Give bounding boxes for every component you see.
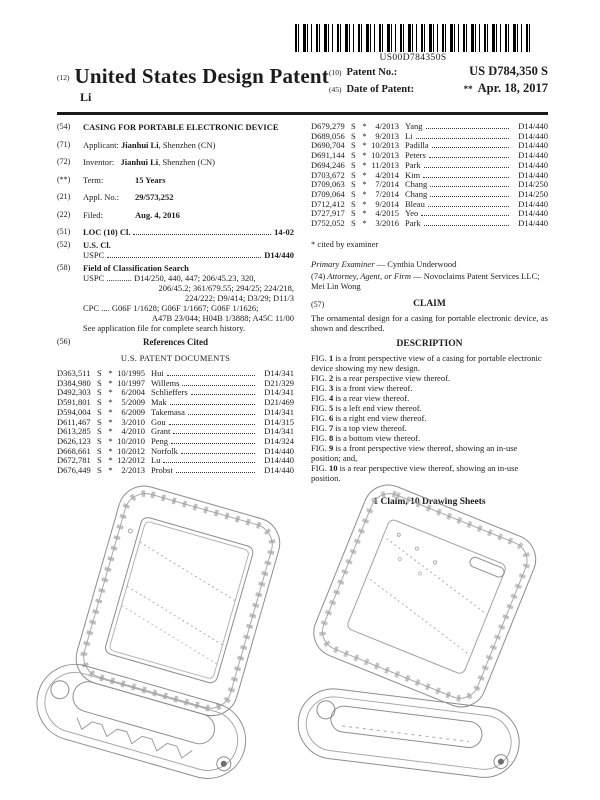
fig-description: FIG. 10 is a rear perspective view thereof, showing an in-use position. [311, 462, 519, 483]
filed-value: Aug. 4, 2016 [135, 209, 180, 220]
patent-ref-row: D690,704 S * 10/2013 Padilla D14/440 [311, 140, 548, 151]
patent-ref-row: D727,917 S * 4/2015 Yeo D14/440 [311, 208, 548, 219]
patent-ref-row: D712,412 S * 9/2014 Bleau D14/440 [311, 198, 548, 209]
field-51-loc: (51) LOC (10) Cl. 14-02 [57, 227, 294, 237]
field-72-inventor: (72) Inventor: Jianhui Li, Shenzhen (CN) [57, 157, 215, 167]
field-term: (**) Term: 15 Years [57, 175, 294, 185]
field-22-filed: (22) Filed: Aug. 4, 2016 [57, 210, 294, 220]
us-patent-table-left [57, 369, 294, 476]
patent-header [57, 64, 548, 105]
patent-date: Apr. 18, 2017 [477, 81, 548, 95]
drawing-sheet [0, 495, 600, 800]
date-prefix: ** [463, 84, 473, 94]
field-54-title: (54) CASING FOR PORTABLE ELECTRONIC DEVICE [57, 122, 294, 132]
patent-ref-row: D752,052 S * 3/2016 Park D14/440 [311, 218, 548, 229]
barcode-image [295, 24, 531, 52]
patent-ref-row: D676,449 S * 2/2013 Probst D14/440 [57, 465, 294, 476]
field-52-us-cl: (52) U.S. Cl. USPC D14/440 [57, 240, 294, 260]
inventor-surname: Li [80, 90, 92, 104]
patent-number: US D784,350 S [469, 64, 548, 78]
field-71-applicant: (71) Applicant: Jianhui Li, Shenzhen (CN) [57, 139, 216, 150]
patent-ref-row: D626,123 S * 10/2010 Peng D14/324 [57, 435, 294, 446]
field-21-appl-no: (21) Appl. No.: 29/573,252 [57, 192, 294, 202]
invention-title: CASING FOR PORTABLE ELECTRONIC DEVICE [83, 122, 279, 132]
loc-value: 14-02 [274, 227, 294, 237]
patent-ref-row: D492,303 S * 6/2004 Schlieffers D14/341 [57, 387, 294, 398]
body-columns [57, 122, 548, 507]
date-label: Date of Patent: [346, 84, 415, 95]
fig-description: FIG. 1 is a front perspective view of a casing for portable electronic device showing my new design. [311, 352, 542, 373]
front-perspective-drawing [62, 497, 294, 795]
patent-ref-row: D694,246 S * 11/2013 Park D14/440 [311, 159, 548, 170]
claim-sheet-note: 1 Claim, 10 Drawing Sheets [373, 496, 486, 507]
fig-description: FIG. 9 is a front perspective view thereof, showing an in-use position; and, [311, 442, 518, 463]
fig-description: FIG. 8 is a bottom view thereof. [311, 432, 421, 443]
description-heading: DESCRIPTION [396, 338, 463, 349]
patent-ref-row: D679,279 S * 4/2013 Yang D14/440 [311, 121, 548, 131]
appl-no-value: 29/573,252 [135, 192, 174, 202]
fig-description: FIG. 5 is a left end view thereof. [311, 402, 422, 413]
barcode-block [295, 24, 531, 63]
claim-text: The ornamental design for a casing for portable electronic device, as shown and described. [311, 312, 548, 333]
date-code: (45) [328, 85, 342, 94]
inventor-name: Jianhui Li [120, 157, 159, 167]
references-cited-heading: (56) References Cited [57, 337, 209, 347]
patent-no-label: Patent No.: [346, 67, 398, 78]
patent-ref-row: D672,781 S * 12/2012 Lu D14/440 [57, 455, 294, 466]
left-column [57, 122, 294, 507]
patent-ref-row: D363,511 S * 10/1995 Hui D14/341 [57, 368, 294, 378]
field-58-search: (58) Field of Classification Search USPC ............ D14/250, 440, 447; 206/45.23, 320, 206/45.2; 361/679.55; 294/25; 224/218, 224/222; D9/414; D3/29; D11/3 CPC .... G06F 1/1628; G06F 1/1667; G06F 1/1626; A47B 23/044; H04B 1/3888; A45C 11/00 See application file for complete search history. [57, 263, 294, 333]
primary-examiner-line: Primary Examiner — Cynthia Underwood [311, 258, 457, 269]
patent-ref-row: D709,063 S * 7/2014 Chang D14/250 [311, 179, 548, 190]
right-column [311, 122, 548, 507]
header-rule [57, 112, 548, 115]
patent-ref-row: D611,467 S * 3/2010 Gou D14/315 [57, 416, 294, 427]
fig-description: FIG. 4 is a rear view thereof. [311, 392, 410, 403]
fig-description: FIG. 3 is a front view thereof. [311, 382, 413, 393]
applicant-name: Jianhui Li [121, 139, 159, 150]
cited-by-examiner-note: * cited by examiner [311, 238, 379, 249]
patent-no-code: (10) [328, 68, 342, 77]
patent-ref-row: D594,004 S * 6/2009 Takemasa D14/341 [57, 406, 294, 417]
fig-description: FIG. 7 is a top view thereof. [311, 422, 407, 433]
patent-ref-row: D703,672 S * 4/2014 Kim D14/440 [311, 169, 548, 180]
page-title: United States Design Patent [74, 64, 329, 88]
patent-ref-row: D613,285 S * 4/2010 Grant D14/341 [57, 426, 294, 437]
attorney-line: (74) Attorney, Agent, or Firm — Novoclaims Patent Services LLC; Mei Lin Wong [311, 270, 540, 291]
patent-ref-row: D384,980 S * 10/1997 Willems D21/329 [57, 377, 294, 388]
rear-perspective-drawing [298, 509, 548, 779]
patent-ref-row: D689,056 S * 9/2013 Li D14/440 [311, 130, 548, 141]
patent-ref-row: D591,801 S * 5/2009 Mak D21/469 [57, 397, 294, 408]
fig-description: FIG. 2 is a rear perspective view thereof. [311, 372, 451, 383]
claim-heading: (57) CLAIM [311, 298, 446, 309]
figure-descriptions [311, 353, 548, 483]
us-patent-table-right [311, 122, 548, 229]
fig-description: FIG. 6 is a right end view thereof. [311, 412, 427, 423]
patent-ref-row: D668,661 S * 10/2012 Norfolk D14/440 [57, 445, 294, 456]
us-patent-documents-heading: U.S. PATENT DOCUMENTS [120, 353, 231, 363]
kind-code: (12) [57, 73, 70, 82]
term-value: 15 Years [135, 174, 166, 185]
uspc-value: D14/440 [264, 250, 294, 260]
barcode-number: US00D784350S [379, 53, 447, 63]
patent-ref-row: D691,144 S * 10/2013 Peters D14/440 [311, 150, 548, 161]
patent-ref-row: D709,064 S * 7/2014 Chang D14/250 [311, 188, 548, 199]
